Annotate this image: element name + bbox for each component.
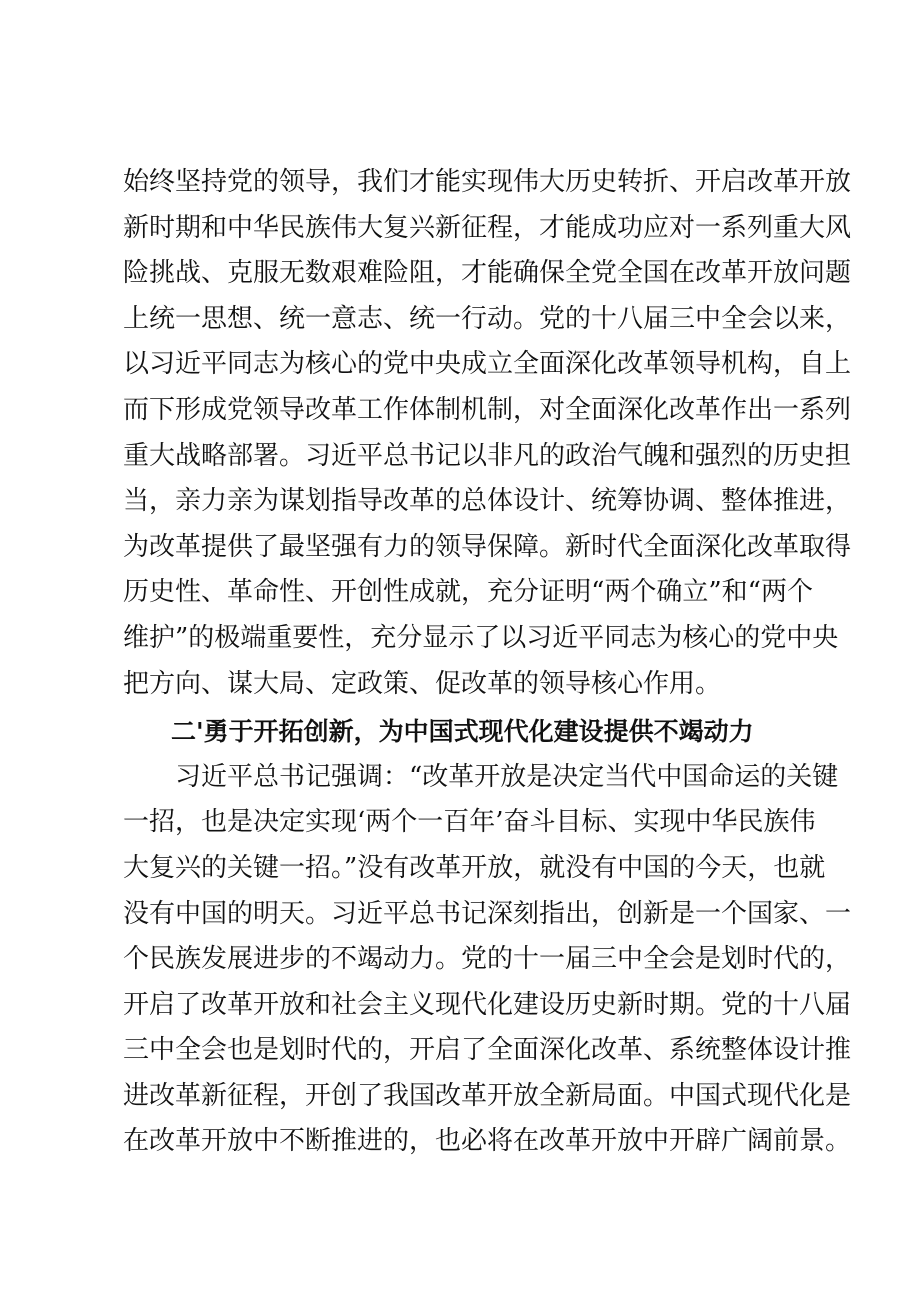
paragraph-line: 历史性、革命性、开创性成就，充分证明“两个确立”和“两个 [123, 577, 813, 608]
paragraph-line: 一招，也是决定实现‘两个一百年’奋斗目标、实现中华民族伟 [123, 807, 816, 838]
paragraph-line: 习近平总书记强调：“改革开放是决定当代中国命运的关键 [175, 761, 839, 792]
paragraph-1 [123, 160, 852, 707]
paragraph-line: 而下形成党领导改革工作体制机制，对全面深化改革作出一系列 [123, 394, 852, 425]
paragraph-line: 进改革新征程，开创了我国改革开放全新局面。中国式现代化是 [123, 1080, 852, 1111]
paragraph-line: 维护”的极端重要性，充分显示了以习近平同志为核心的党中央 [123, 622, 839, 653]
paragraph-line: 开启了改革开放和社会主义现代化建设历史新时期。党的十八届 [123, 989, 852, 1020]
paragraph-line: 大复兴的关键一招。”没有改革开放，就没有中国的今天，也就 [123, 852, 826, 883]
document-body [123, 160, 852, 1165]
paragraph-line: 险挑战、克服无数艰难险阻，才能确保全党全国在改革开放问题 [123, 258, 852, 289]
section-heading: 二'勇于开拓创新，为中国式现代化建设提供不竭动力 [171, 717, 754, 747]
paragraph-line: 没有中国的明天。习近平总书记深刻指出，创新是一个国家、一 [123, 898, 852, 929]
paragraph-line: 三中全会也是划时代的，开启了全面深化改革、系统整体设计推 [123, 1035, 852, 1066]
paragraph-line: 在改革开放中不断推进的，也必将在改革开放中开辟广阔前景。 [123, 1126, 852, 1157]
paragraph-line: 为改革提供了最坚强有力的领导保障。新时代全面深化改革取得 [123, 531, 852, 562]
paragraph-line: 个民族发展进步的不竭动力。党的十一届三中全会是划时代的， [123, 944, 852, 975]
paragraph-line: 当，亲力亲为谋划指导改革的总体设计、统筹协调、整体推进， [123, 486, 852, 517]
paragraph-line: 以习近平同志为核心的党中央成立全面深化改革领导机构，自上 [123, 349, 852, 380]
paragraph-line: 始终坚持党的领导，我们才能实现伟大历史转折、开启改革开放 [123, 167, 852, 197]
paragraph-line: 新时期和中华民族伟大复兴新征程，才能成功应对一系列重大风 [123, 212, 852, 243]
paragraph-line: 把方向、谋大局、定政策、促改革的领导核心作用。 [123, 668, 722, 699]
paragraph-2 [123, 755, 852, 1165]
paragraph-line: 上统一思想、统一意志、统一行动。党的十八届三中全会以来， [123, 303, 852, 334]
paragraph-line: 重大战略部署。习近平总书记以非凡的政治气魄和强烈的历史担 [123, 440, 852, 471]
